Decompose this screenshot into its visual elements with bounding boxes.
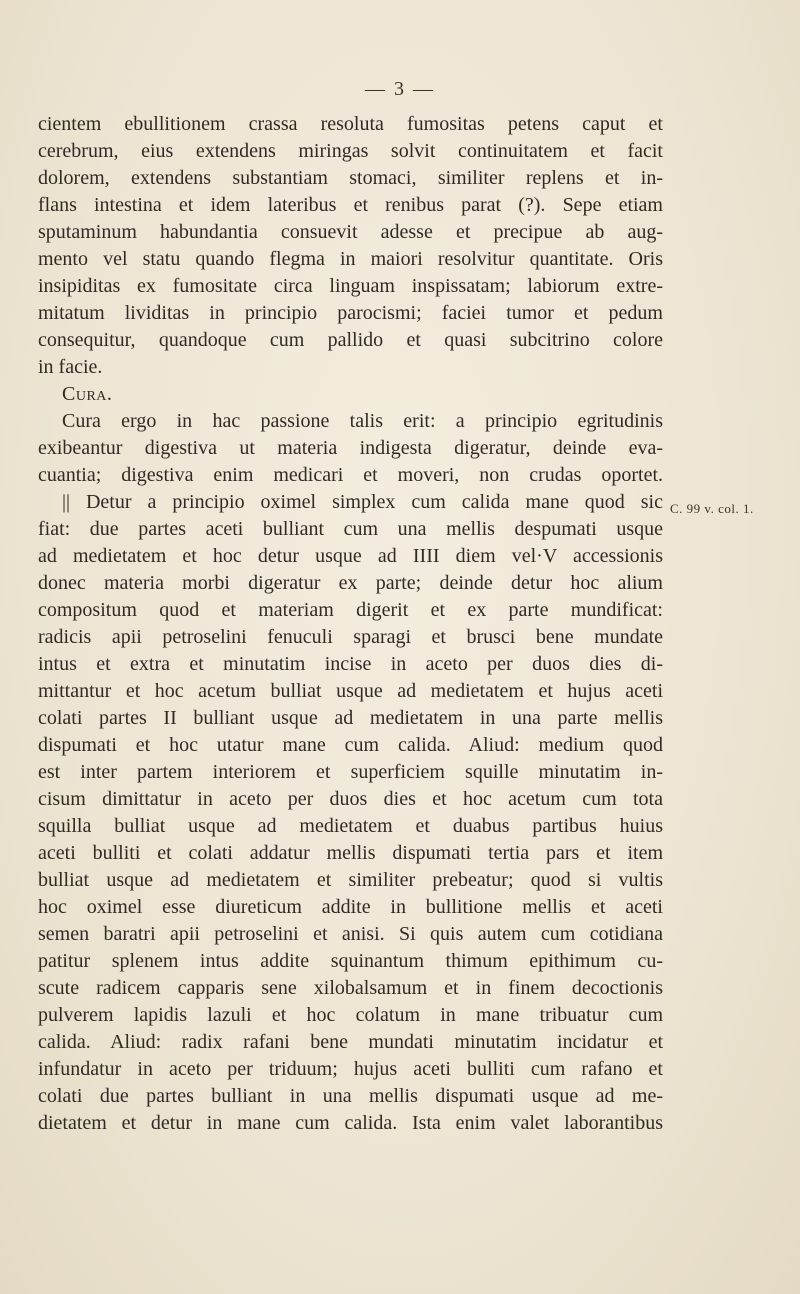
text-line: consequitur, quandoque cum pallido et quasi subcitrino colore xyxy=(38,329,663,351)
text-line: dolorem, extendens substantiam stomaci, similiter replens et in- xyxy=(38,167,663,189)
text-line: dietatem et detur in mane cum calida. Ista enim valet laborantibus xyxy=(38,1112,663,1134)
text-line: in facie. xyxy=(38,356,103,378)
page-number: — 3 — xyxy=(365,78,435,100)
text-line: sputaminum habundantia consuevit adesse et precipue ab aug- xyxy=(38,221,663,243)
text-line: patitur splenem intus addite squinantum thimum epithimum cu- xyxy=(38,950,663,972)
text-line: flans intestina et idem lateribus et renibus parat (?). Sepe etiam xyxy=(38,194,663,216)
margin-note: C. 99 v. col. 1. xyxy=(670,501,754,516)
text-line: hoc oximel esse diureticum addite in bullitione mellis et aceti xyxy=(38,896,663,918)
text-line: colati due partes bulliant in una mellis dispumati usque ad me- xyxy=(38,1085,663,1107)
text-line: semen baratri apii petroselini et anisi. Si quis autem cum cotidiana xyxy=(38,923,663,945)
text-line: cientem ebullitionem crassa resoluta fumositas petens caput et xyxy=(38,113,663,135)
section-heading: Cura. xyxy=(62,383,113,405)
text-line: donec materia morbi digeratur ex parte; deinde detur hoc alium xyxy=(38,572,663,594)
text-line: ad medietatem et hoc detur usque ad IIII diem vel·V accessionis xyxy=(38,545,663,567)
text-line: intus et extra et minutatim incise in aceto per duos dies di- xyxy=(38,653,663,675)
text-line: cerebrum, eius extendens miringas solvit continuitatem et facit xyxy=(38,140,663,162)
text-line: compositum quod et materiam digerit et ex parte mundificat: xyxy=(38,599,663,621)
text-line: fiat: due partes aceti bulliant cum una mellis despumati usque xyxy=(38,518,663,540)
text-line: insipiditas ex fumositate circa linguam inspissatam; labiorum extre- xyxy=(38,275,663,297)
text-line: scute radicem capparis sene xilobalsamum et in finem decoctionis xyxy=(38,977,663,999)
text-line: cisum dimittatur in aceto per duos dies et hoc acetum cum tota xyxy=(38,788,663,810)
text-line: est inter partem interiorem et superficiem squille minutatim in- xyxy=(38,761,663,783)
text-line: dispumati et hoc utatur mane cum calida. Aliud: medium quod xyxy=(38,734,663,756)
text-line: cuantia; digestiva enim medicari et moveri, non crudas oportet. xyxy=(38,464,663,486)
text-line: exibeantur digestiva ut materia indigesta digeratur, deinde eva- xyxy=(38,437,663,459)
text-line: mento vel statu quando flegma in maiori resolvitur quantitate. Oris xyxy=(38,248,663,270)
text-line: pulverem lapidis lazuli et hoc colatum in mane tribuatur cum xyxy=(38,1004,663,1026)
body-text xyxy=(38,111,663,1137)
text-line: mittantur et hoc acetum bulliat usque ad medietatem et hujus aceti xyxy=(38,680,663,702)
text-line: radicis apii petroselini fenuculi sparagi et brusci bene mundate xyxy=(38,626,663,648)
text-line: squilla bulliat usque ad medietatem et duabus partibus huius xyxy=(38,815,663,837)
text-line: Cura ergo in hac passione talis erit: a principio egritudinis xyxy=(62,410,663,432)
text-line: infundatur in aceto per triduum; hujus aceti bulliti cum rafano et xyxy=(38,1058,663,1080)
text-line: mitatum lividitas in principio parocismi; faciei tumor et pedum xyxy=(38,302,663,324)
text-line: colati partes II bulliant usque ad medietatem in una parte mellis xyxy=(38,707,663,729)
text-line: bulliat usque ad medietatem et similiter prebeatur; quod si vultis xyxy=(38,869,663,891)
text-line: aceti bulliti et colati addatur mellis dispumati tertia pars et item xyxy=(38,842,663,864)
text-line: calida. Aliud: radix rafani bene mundati minutatim incidatur et xyxy=(38,1031,663,1053)
text-line: || Detur a principio oximel simplex cum calida mane quod sic xyxy=(62,491,663,513)
